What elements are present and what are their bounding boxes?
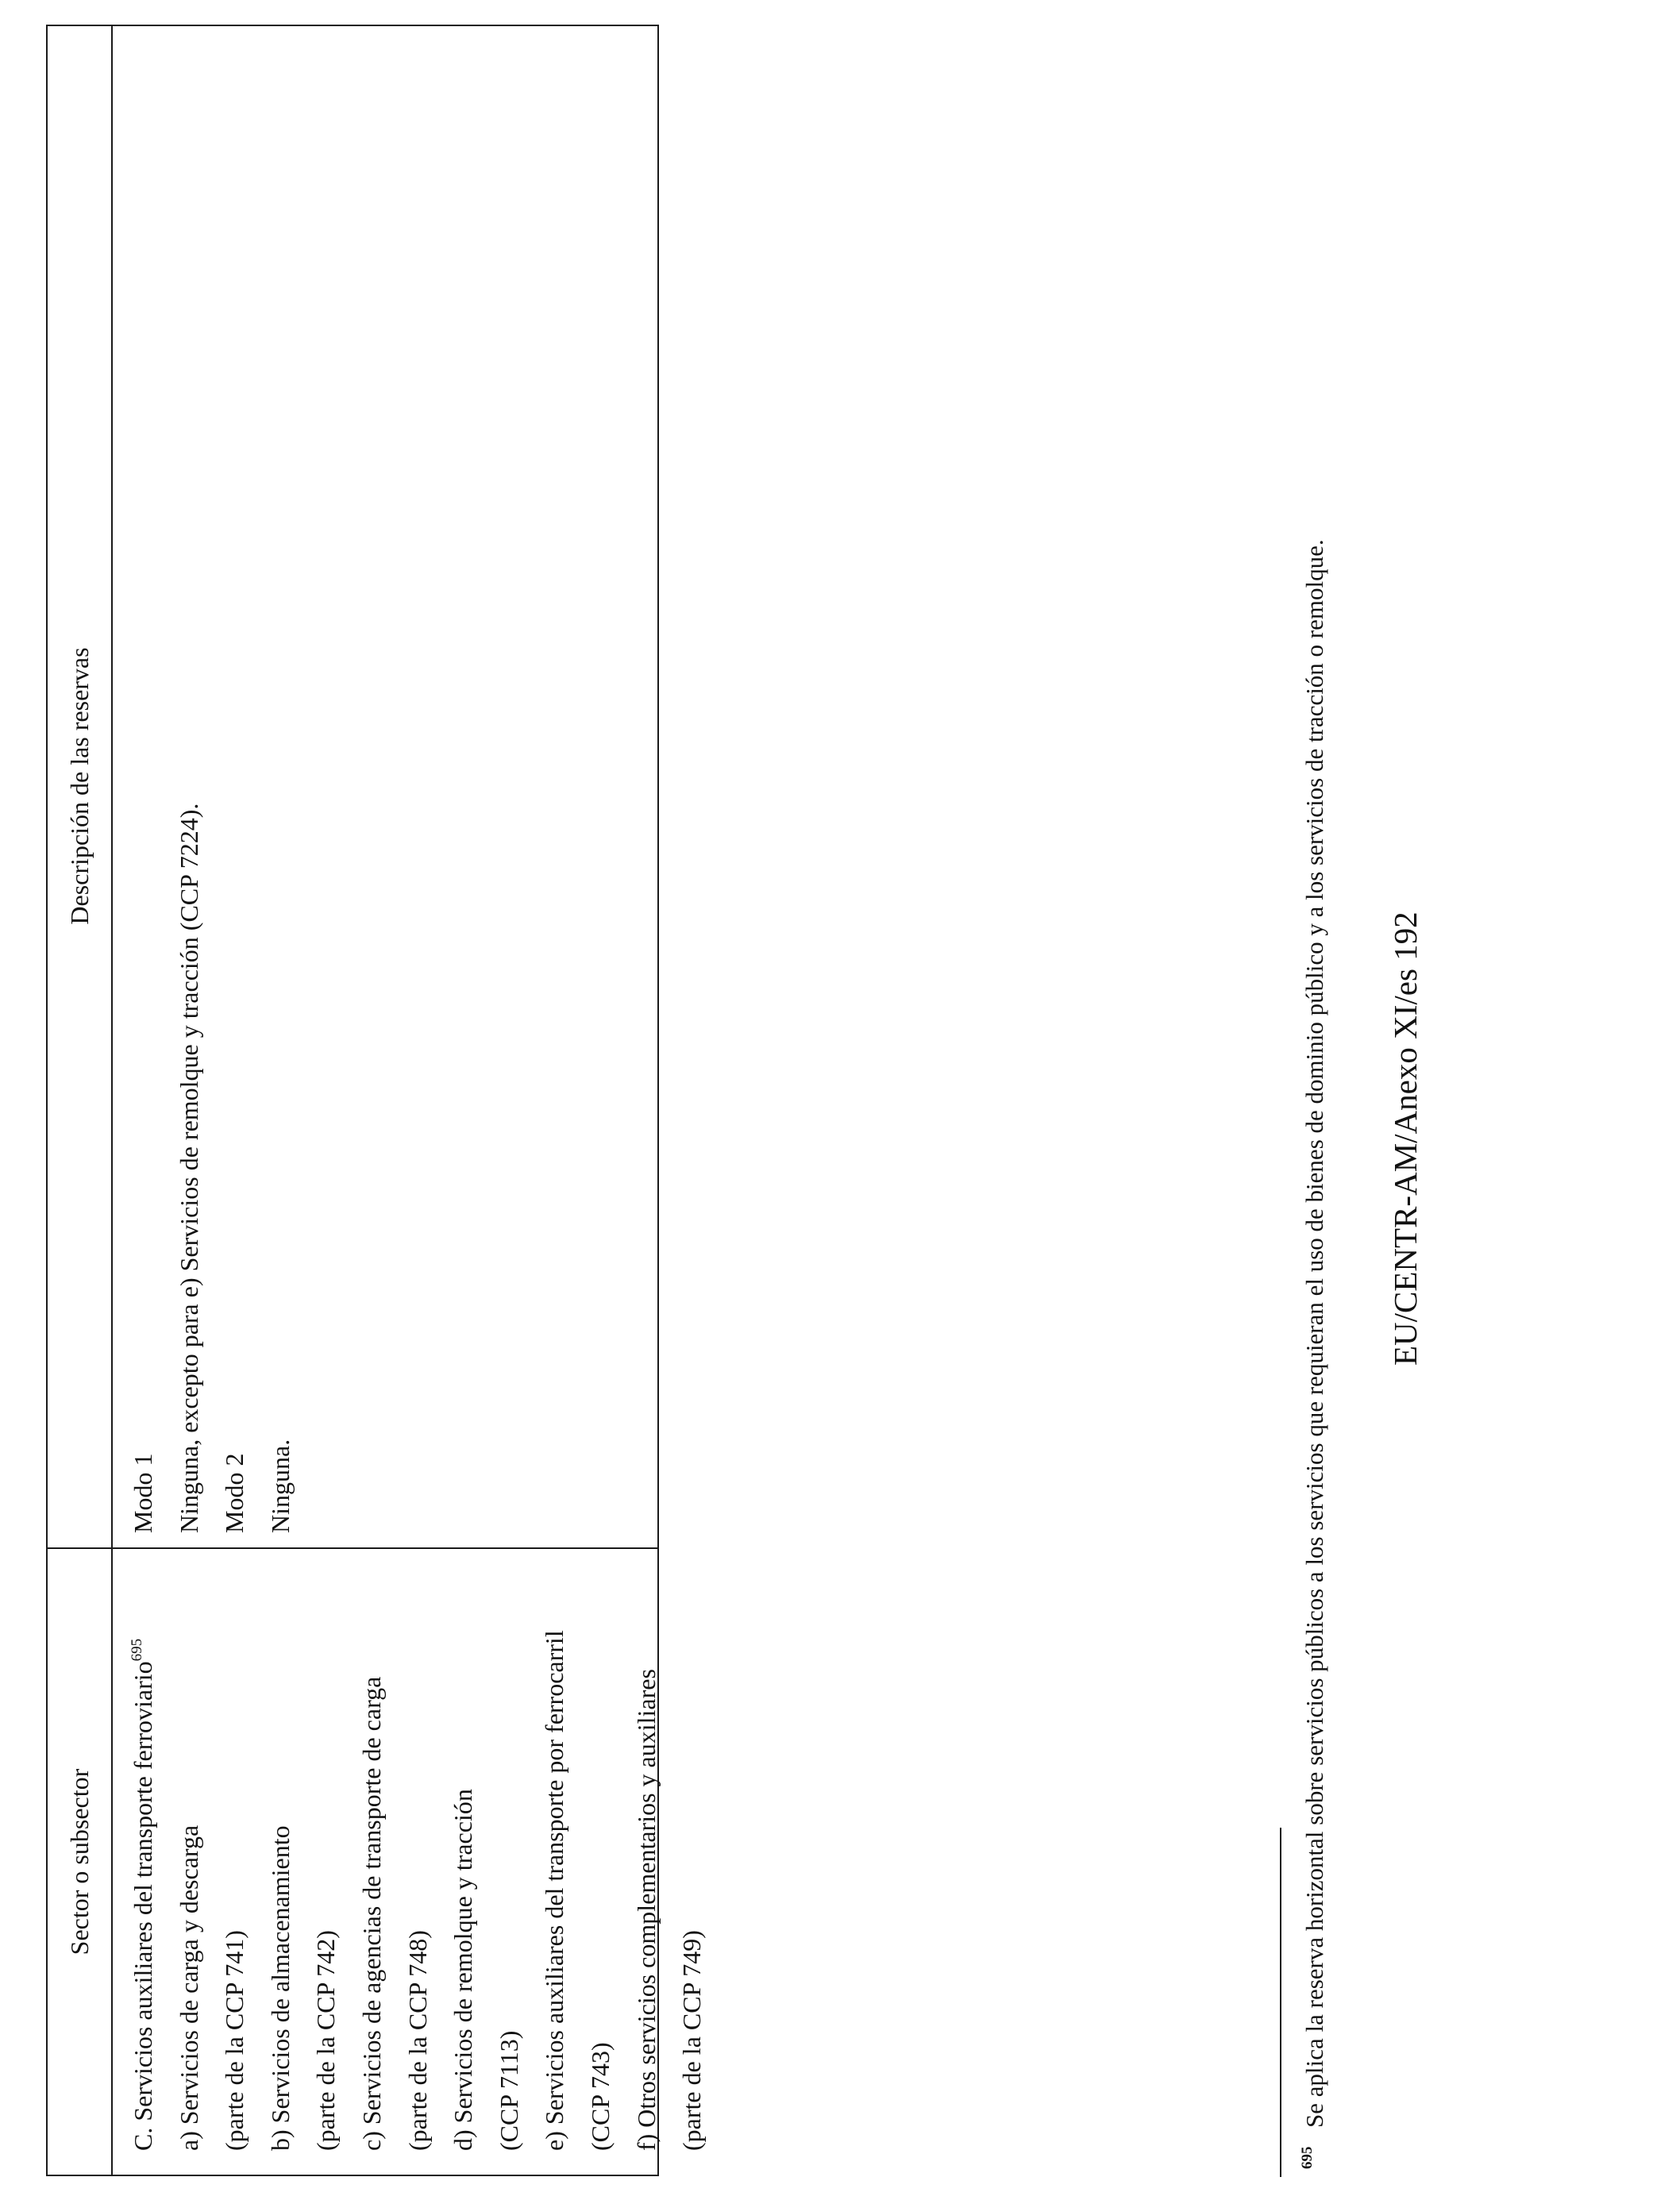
sector-line: d) Servicios de remolque y tracción <box>449 1789 478 2151</box>
page-reference: EU/CENTR-AM/Anexo XI/es 192 <box>1387 911 1424 1366</box>
reservations-table <box>46 25 707 2176</box>
description-line: Ninguna. <box>265 1439 295 1533</box>
sector-line: b) Servicios de almacenamiento <box>265 1825 295 2151</box>
footnote-text: Se aplica la reserva horizontal sobre servicios públicos a los servicios que requieran el uso de bienes de dominio público y a los servicios de tracción o remolque. <box>1300 539 1328 2128</box>
description-line: Modo 2 <box>220 1453 249 1533</box>
sector-line: (parte de la CCP 748) <box>403 1930 432 2151</box>
sector-line: e) Servicios auxiliares del transporte por ferrocarril <box>540 1630 569 2151</box>
column-divider <box>48 1547 657 1549</box>
footnote-number: 695 <box>1299 2146 1316 2169</box>
sector-title: C. Servicios auxiliares del transporte ferroviario$^{695}$ <box>129 1638 157 2151</box>
sector-line: (CCP 7113) <box>494 2030 523 2151</box>
sector-line: (parte de la CCP 741) <box>220 1930 249 2151</box>
sector-line: (parte de la CCP 742) <box>311 1930 341 2151</box>
sector-cell <box>121 1555 715 2151</box>
description-line: Ninguna, excepto para e) Servicios de remolque y tracción (CCP 7224). <box>174 803 203 1533</box>
footnote-reference[interactable]: 695 <box>129 1638 145 1662</box>
sector-line: c) Servicios de agencias de transporte de carga <box>356 1676 386 2151</box>
header-description: Descripción de las reservas <box>64 647 94 925</box>
footnote-separator <box>1280 1828 1281 2177</box>
sector-line: a) Servicios de carga y descarga <box>174 1824 203 2151</box>
description-line: Modo 1 <box>129 1453 157 1533</box>
sector-line: (CCP 743) <box>585 2042 615 2151</box>
sector-line: f) Otros servicios complementarios y auxiliares <box>631 1669 661 2151</box>
sector-line: (parte de la CCP 749) <box>677 1930 707 2151</box>
description-cell <box>121 40 303 1533</box>
header-sector: Sector o subsector <box>64 1768 94 1955</box>
